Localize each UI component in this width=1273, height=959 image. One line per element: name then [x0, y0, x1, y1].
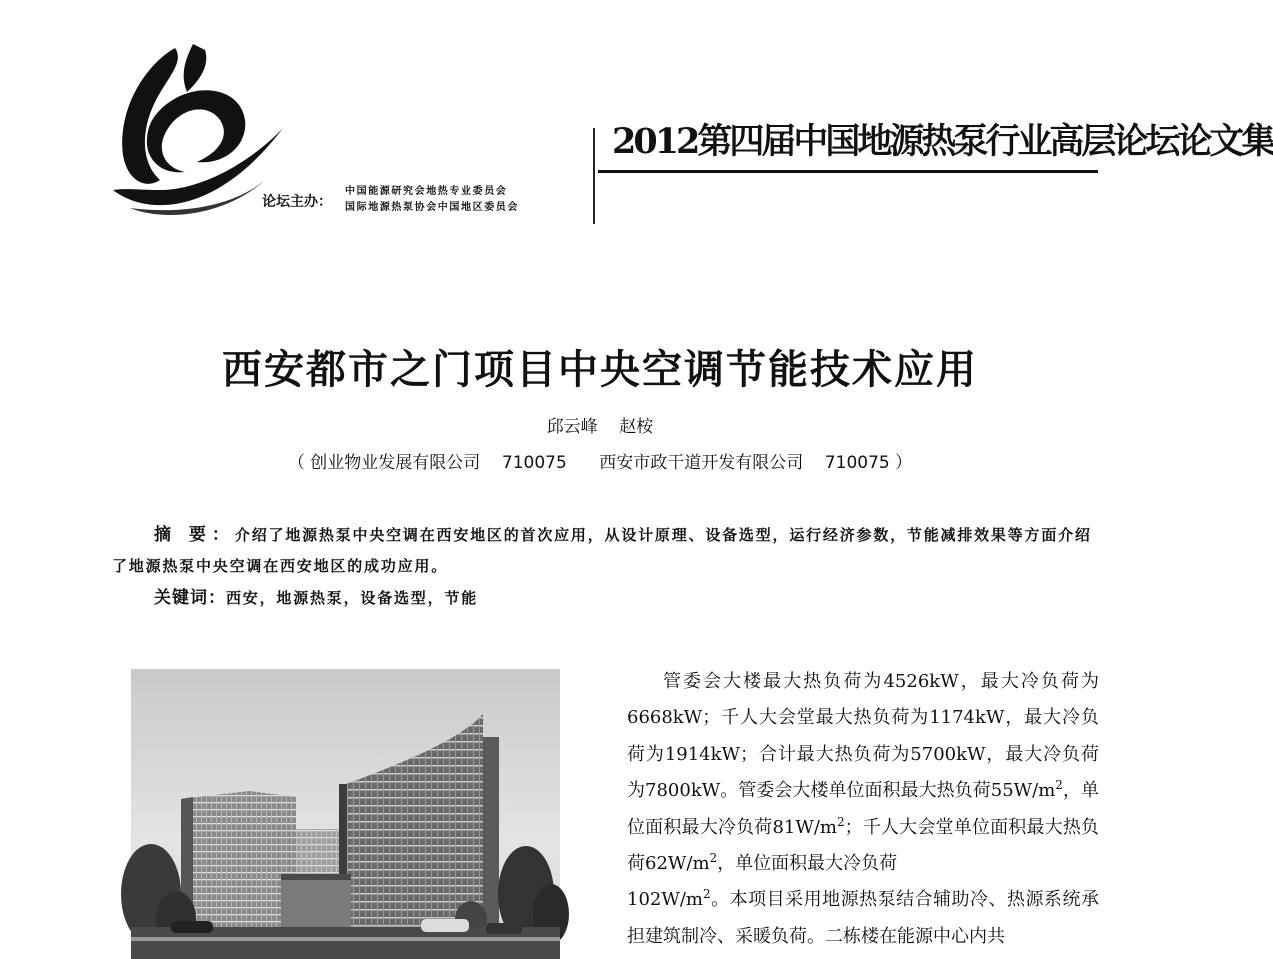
keywords-text: 西安，地源热泵，设备选型，节能 — [226, 589, 479, 607]
proceedings-title: 2012第四届中国地源热泵行业高层论坛论文集 — [612, 121, 1273, 162]
keywords — [154, 583, 478, 614]
host-list — [345, 184, 519, 216]
paper-affiliation: （ 创业物业发展有限公司 710075 西安市政干道开发有限公司 710075 ） — [287, 453, 913, 473]
body-segment: 。本项目采用地源热泵结合辅助冷、热源系统承担建筑制冷、采暖负荷。二栋楼在能源中心内共 — [627, 889, 1099, 947]
superscript: 2 — [837, 814, 845, 829]
abstract — [112, 520, 1098, 582]
body-segment: ，单位面积最大冷负荷 — [717, 853, 898, 875]
header-vertical-rule — [593, 128, 595, 224]
building-photo — [131, 669, 560, 959]
header-horizontal-rule — [598, 170, 1098, 173]
keywords-label: 关键词： — [154, 588, 226, 608]
body-value: 102W/m — [627, 889, 703, 911]
body-value: 55W/m — [990, 780, 1056, 802]
superscript: 2 — [709, 851, 718, 866]
superscript: 2 — [703, 887, 711, 902]
paper-title: 西安都市之门项目中央空调节能技术应用 — [222, 346, 978, 393]
superscript: 2 — [1055, 778, 1063, 793]
body-segment: ，单位面积最大冷负荷 — [627, 780, 1099, 838]
host-line: 国际地源热泵协会中国地区委员会 — [345, 202, 519, 213]
body-value: 62W/m — [645, 853, 710, 875]
body-segment: ；千人大会堂单位面积最大热负荷 — [627, 816, 1099, 875]
host-line: 中国能源研究会地热专业委员会 — [345, 186, 508, 197]
abstract-label: 摘 要： — [154, 525, 235, 545]
paper-authors: 邱云峰 赵桉 — [546, 417, 654, 437]
abstract-text: 介绍了地源热泵中央空调在西安地区的首次应用，从设计原理、设备选型，运行经济参数，节能减排效果等方面介绍了地源热泵中央空调在西安地区的成功应用。 — [112, 526, 1092, 575]
body-value: 81W/m — [772, 816, 837, 838]
body-paragraph — [627, 664, 1099, 955]
body-text — [627, 664, 1099, 955]
host-label: 论坛主办： — [262, 194, 332, 210]
body-segment: 管委会大楼最大热负荷为4526kW，最大冷负荷为6668kW；千人大会堂最大热负荷为1174kW，最大冷负荷为1914kW；合计最大热负荷为5700kW，最大冷负荷为7800kW。管委会大楼单位面积最大热负荷 — [627, 671, 1099, 802]
